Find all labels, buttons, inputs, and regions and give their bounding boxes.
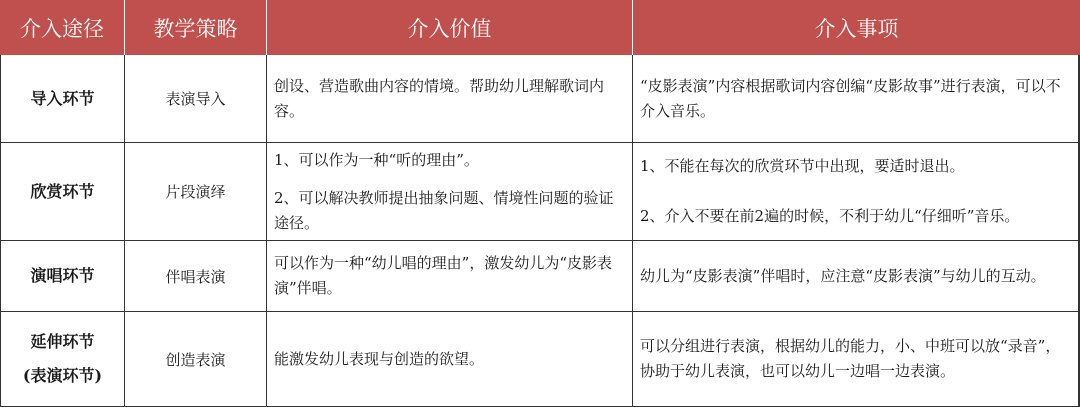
- value-text: 可以作为一种“幼儿唱的理由”，激发幼儿为“皮影表演”伴唱。: [274, 254, 613, 297]
- value-cell: [267, 143, 633, 241]
- notes-text: 可以分组进行表演，根据幼儿的能力，小、中班可以放“录音”，协助于幼儿表演，也可以幼儿一边唱一边表演。: [640, 337, 1061, 380]
- table-row: [0, 241, 1080, 312]
- notes-text: 2、介入不要在前2遍的时候，不利于幼儿“仔细听”音乐。: [640, 207, 1020, 226]
- path-cell: [0, 312, 125, 407]
- table-row: [0, 143, 1080, 241]
- strategy-cell: 伴唱表演: [125, 241, 267, 312]
- strategy-cell: 片段演绎: [125, 143, 267, 241]
- notes-text: “皮影表演”内容根据歌词内容创编“皮影故事”进行表演，可以不介入音乐。: [640, 76, 1061, 120]
- header-strategy: 教学策略: [125, 0, 267, 55]
- header-value: 介入价值: [267, 0, 633, 55]
- notes-cell: [633, 312, 1080, 407]
- value-text: 2、可以解决教师提出抽象问题、情境性问题的验证途径。: [274, 188, 614, 232]
- value-cell: [267, 55, 633, 143]
- strategy-cell: 表演导入: [125, 55, 267, 143]
- table-row: [0, 312, 1080, 407]
- path-cell: [0, 55, 125, 143]
- path-label: 欣赏环节: [30, 181, 95, 201]
- path-sublabel: (表演环节): [22, 366, 103, 385]
- strategy-cell: 创造表演: [125, 312, 267, 407]
- notes-cell: [633, 143, 1080, 241]
- path-label: 演唱环节: [30, 266, 95, 285]
- table-header: [0, 0, 1080, 55]
- value-text: 能激发幼儿表现与创造的欲望。: [274, 349, 485, 368]
- notes-text: 幼儿为“皮影表演”伴唱时，应注意“皮影表演”与幼儿的互动。: [640, 266, 1046, 285]
- table-row: [0, 55, 1080, 143]
- value-cell: [267, 241, 633, 312]
- path-label: 延伸环节: [30, 332, 95, 351]
- header-notes: 介入事项: [633, 0, 1080, 55]
- value-cell: [267, 312, 633, 407]
- value-text: 1、可以作为一种“听的理由”。: [274, 150, 479, 169]
- notes-cell: [633, 55, 1080, 143]
- value-text: 创设、营造歌曲内容的情境。帮助幼儿理解歌词内容。: [274, 76, 605, 120]
- path-label: 导入环节: [30, 88, 95, 108]
- path-cell: [0, 241, 125, 312]
- notes-cell: [633, 241, 1080, 312]
- notes-text: 1、不能在每次的欣赏环节中出现，要适时退出。: [640, 156, 965, 175]
- header-path: 介入途径: [0, 0, 125, 55]
- path-cell: [0, 143, 125, 241]
